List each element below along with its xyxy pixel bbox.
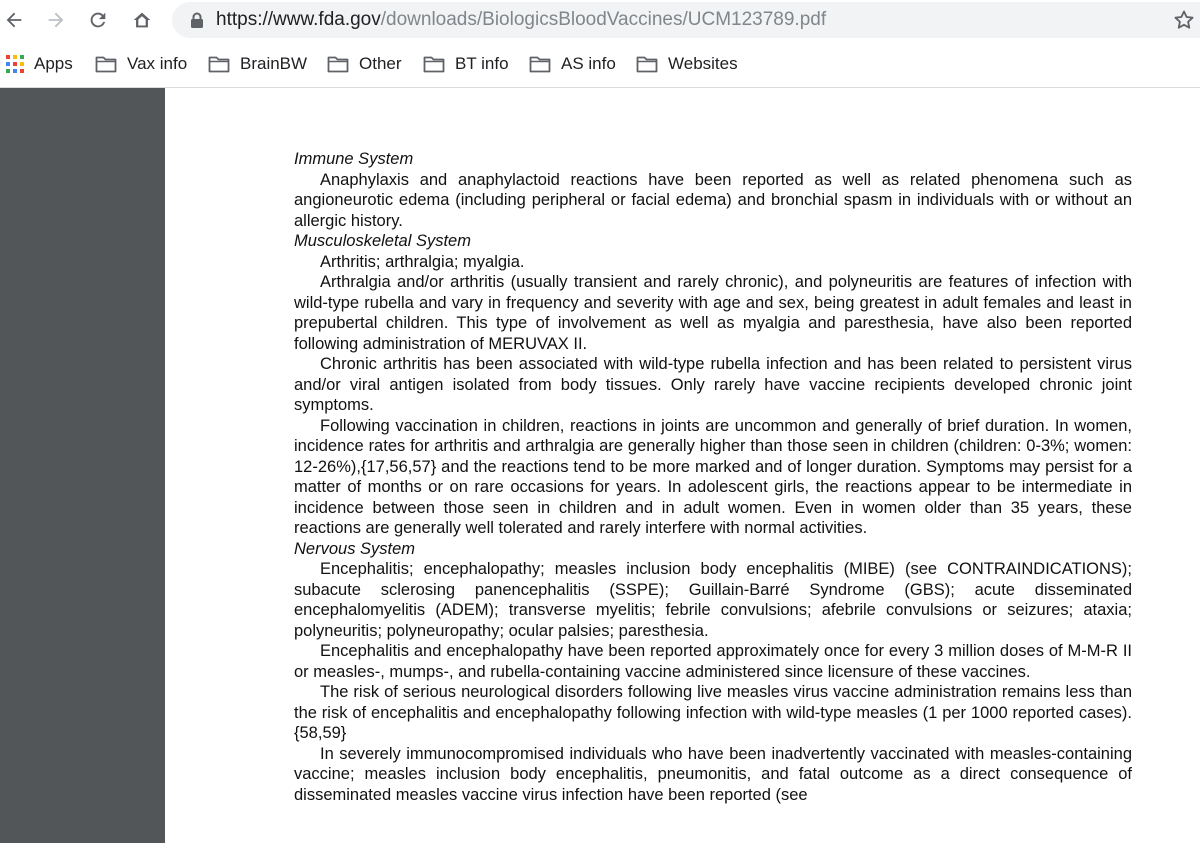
paragraph: Arthritis; arthralgia; myalgia. [320, 252, 525, 271]
arrow-left-icon [3, 9, 25, 31]
pdf-viewer-gutter [0, 88, 165, 843]
address-bar[interactable] [172, 2, 1200, 38]
bookmark-label: Other [359, 54, 402, 73]
paragraph: Anaphylaxis and anaphylactoid reactions have been reported as well as related phenomena such as angioneurotic edema (including peripheral or facial edema) and bronchial spasm in individuals with or without an allergic history. [294, 170, 1132, 230]
folder-icon [529, 55, 551, 73]
bookmark-star-icon[interactable] [1172, 8, 1196, 32]
home-icon [131, 9, 153, 31]
paragraph: Encephalitis and encephalopathy have been reported approximately once for every 3 million doses of M-M-R II or measles-, mumps-, and rubella-containing vaccine administered since licensure of these vaccines. [294, 642, 1132, 681]
pdf-page-text [294, 149, 1132, 805]
browser-toolbar [0, 0, 1200, 40]
paragraph: In severely immunocompromised individuals who have been inadvertently vaccinated with measles-containing vaccine; measles inclusion body encephalitis, pneumonitis, and fatal outcome as a direct consequence of disseminated measles vaccine virus infection have been reported (see [294, 744, 1132, 804]
bookmark-apps[interactable] [6, 52, 73, 76]
home-button[interactable] [128, 6, 156, 34]
paragraph: Arthralgia and/or arthritis (usually transient and rarely chronic), and polyneuritis are features of infection with wild-type rubella and vary in frequency and severity with age and sex, being greatest in adult females and least in prepubertal children. This type of involvement as well as myalgia and paresthesia, have also been reported following administration of MERUVAX II. [294, 273, 1132, 353]
bookmark-as-info[interactable] [529, 52, 616, 76]
url-host: https://www.fda.gov [216, 9, 381, 30]
paragraph: Chronic arthritis has been associated with wild-type rubella infection and has been related to persistent virus and/or viral antigen isolated from body tissues. Only rarely have vaccine recipients developed chronic joint symptoms. [294, 355, 1132, 414]
bookmarks-bar [0, 40, 1200, 88]
bookmark-websites[interactable] [636, 52, 738, 76]
paragraph: Encephalitis; encephalopathy; measles inclusion body encephalitis (MIBE) (see CONTRAINDICATIONS); subacute sclerosing panencephalitis (SSPE); Guillain-Barré Syndrome (GBS); acute disseminated encephalomyelitis (ADEM); transverse myelitis; febrile convulsions; afebrile convulsions or seizures; ataxia; polyneuritis; polyneuropathy; ocular palsies; paresthesia. [294, 560, 1132, 640]
paragraph: Following vaccination in children, reactions in joints are uncommon and generally of brief duration. In women, incidence rates for arthritis and arthralgia are generally higher than those seen in children (children: 0-3%; women: 12-26%),{17,56,57} and the reactions tend to be more marked and of longer duration. Symptoms may persist for a matter of months or on rare occasions for years. In adolescent girls, the reactions appear to be intermediate in incidence between those seen in children and in adult women. Even in women older than 35 years, these reactions are generally well tolerated and rarely interfere with normal activities. [294, 416, 1132, 537]
bookmark-bt-info[interactable] [423, 52, 509, 76]
paragraph: The risk of serious neurological disorders following live measles virus vaccine administration remains less than the risk of encephalitis and encephalopathy following infection with wild-type measles (1 per 1000 reported cases).{58,59} [294, 683, 1132, 742]
arrow-right-icon [45, 9, 67, 31]
bookmark-label: BT info [455, 54, 509, 73]
section-heading-nervous-system: Nervous System [294, 539, 416, 558]
bookmark-label: BrainBW [240, 54, 308, 73]
bookmark-brainbw[interactable] [208, 52, 307, 76]
url-text[interactable] [216, 9, 826, 31]
folder-icon [95, 55, 117, 73]
bookmark-label: Apps [34, 54, 73, 73]
section-heading-musculoskeletal-system: Musculoskeletal System [294, 232, 471, 250]
bookmark-vax-info[interactable] [95, 52, 187, 76]
bookmark-label: Vax info [127, 54, 188, 73]
section-heading-immune-system: Immune System [294, 150, 414, 168]
reload-icon [87, 9, 109, 31]
reload-button[interactable] [84, 6, 112, 34]
forward-button[interactable] [42, 6, 70, 34]
bookmark-label: Websites [668, 54, 738, 73]
folder-icon [423, 55, 445, 73]
folder-icon [327, 55, 349, 73]
bookmark-other[interactable] [327, 52, 402, 76]
apps-grid-icon [6, 55, 24, 73]
folder-icon [636, 55, 658, 73]
pdf-viewer[interactable] [0, 88, 1200, 843]
folder-icon [208, 55, 230, 73]
lock-icon [190, 12, 204, 28]
back-button[interactable] [0, 6, 28, 34]
url-path: /downloads/BiologicsBloodVaccines/UCM123789.pdf [380, 9, 827, 30]
bookmark-label: AS info [561, 54, 616, 73]
